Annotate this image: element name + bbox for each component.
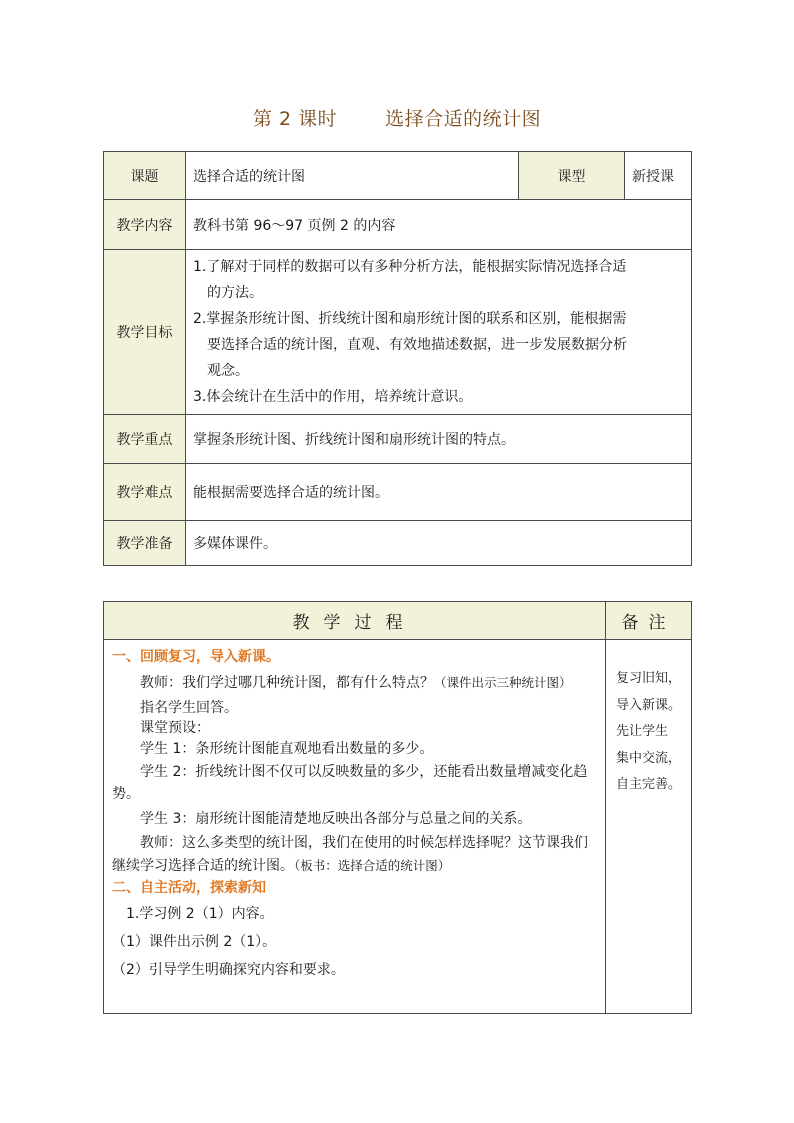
page-title bbox=[0, 104, 794, 131]
teaching-process-table bbox=[103, 601, 692, 1014]
paragraph: （1）课件出示例 2（1）。 bbox=[112, 933, 277, 950]
lesson-number: 第 2 课时 bbox=[252, 108, 338, 130]
prep-row bbox=[104, 521, 692, 566]
topic-label: 课题 bbox=[104, 152, 186, 200]
key-value: 掌握条形统计图、折线统计图和扇形统计图的特点。 bbox=[186, 415, 692, 464]
content-row bbox=[104, 200, 692, 250]
process-header-row bbox=[104, 602, 692, 640]
section-heading: 一、回顾复习，导入新课。 bbox=[112, 649, 280, 665]
paragraph: 教师：我们学过哪几种统计图，都有什么特点？（课件出示三种统计图） bbox=[140, 674, 572, 691]
paragraph: （2）引导学生明确探究内容和要求。 bbox=[112, 961, 345, 978]
goal-item: 1.了解对于同样的数据可以有多种分析方法，能根据实际情况选择合适 的方法。 bbox=[193, 259, 627, 301]
process-content bbox=[104, 640, 606, 1014]
type-label: 课型 bbox=[519, 152, 625, 200]
note-line: 集中交流， bbox=[616, 750, 682, 766]
paragraph: 学生 3：扇形统计图能清楚地反映出各部分与总量之间的关系。 bbox=[140, 810, 532, 827]
paragraph: 教师：这么多类型的统计图，我们在使用的时候怎样选择呢？这节课我们继续学习选择合适的统计图。（板书：选择合适的统计图） bbox=[112, 835, 588, 874]
topic-value: 选择合适的统计图 bbox=[186, 152, 519, 200]
note-line: 导入新课。 bbox=[616, 697, 682, 713]
section-heading: 二、自主活动，探索新知 bbox=[112, 880, 266, 896]
paragraph: 指名学生回答。 bbox=[140, 699, 238, 716]
lesson-info-table bbox=[103, 151, 692, 566]
key-label: 教学重点 bbox=[104, 415, 186, 464]
difficulty-row bbox=[104, 464, 692, 521]
paragraph: 1.学习例 2（1）内容。 bbox=[126, 905, 274, 922]
process-header: 教学过程 bbox=[104, 602, 606, 640]
prep-label: 教学准备 bbox=[104, 521, 186, 566]
prep-value: 多媒体课件。 bbox=[186, 521, 692, 566]
content-value: 教科书第 96～97 页例 2 的内容 bbox=[186, 200, 692, 250]
topic-row bbox=[104, 152, 692, 200]
note-line: 复习旧知， bbox=[616, 671, 682, 686]
notes-header: 备注 bbox=[606, 602, 692, 640]
type-value: 新授课 bbox=[625, 152, 692, 200]
paragraph: 学生 1：条形统计图能直观地看出数量的多少。 bbox=[140, 741, 434, 757]
goals-label: 教学目标 bbox=[104, 250, 186, 415]
note-line: 自主完善。 bbox=[616, 777, 682, 792]
difficulty-label: 教学难点 bbox=[104, 464, 186, 521]
paragraph: 学生 2：折线统计图不仅可以反映数量的多少，还能看出数量增减变化趋势。 bbox=[112, 763, 588, 802]
goal-item: 2.掌握条形统计图、折线统计图和扇形统计图的联系和区别，能根据需 要选择合适的统计图，直观、有效地描述数据，进一步发展数据分析 观念。 bbox=[193, 311, 627, 379]
goals-row bbox=[104, 250, 692, 415]
paragraph: 课堂预设： bbox=[140, 720, 210, 736]
goal-item: 3.体会统计在生活中的作用，培养统计意识。 bbox=[193, 389, 473, 405]
notes-column bbox=[606, 640, 692, 1014]
key-row bbox=[104, 415, 692, 464]
note-line: 先让学生 bbox=[616, 724, 669, 739]
goals-list bbox=[186, 250, 692, 415]
content-label: 教学内容 bbox=[104, 200, 186, 250]
difficulty-value: 能根据需要选择合适的统计图。 bbox=[186, 464, 692, 521]
lesson-title: 选择合适的统计图 bbox=[385, 108, 542, 130]
process-body-row bbox=[104, 640, 692, 1014]
